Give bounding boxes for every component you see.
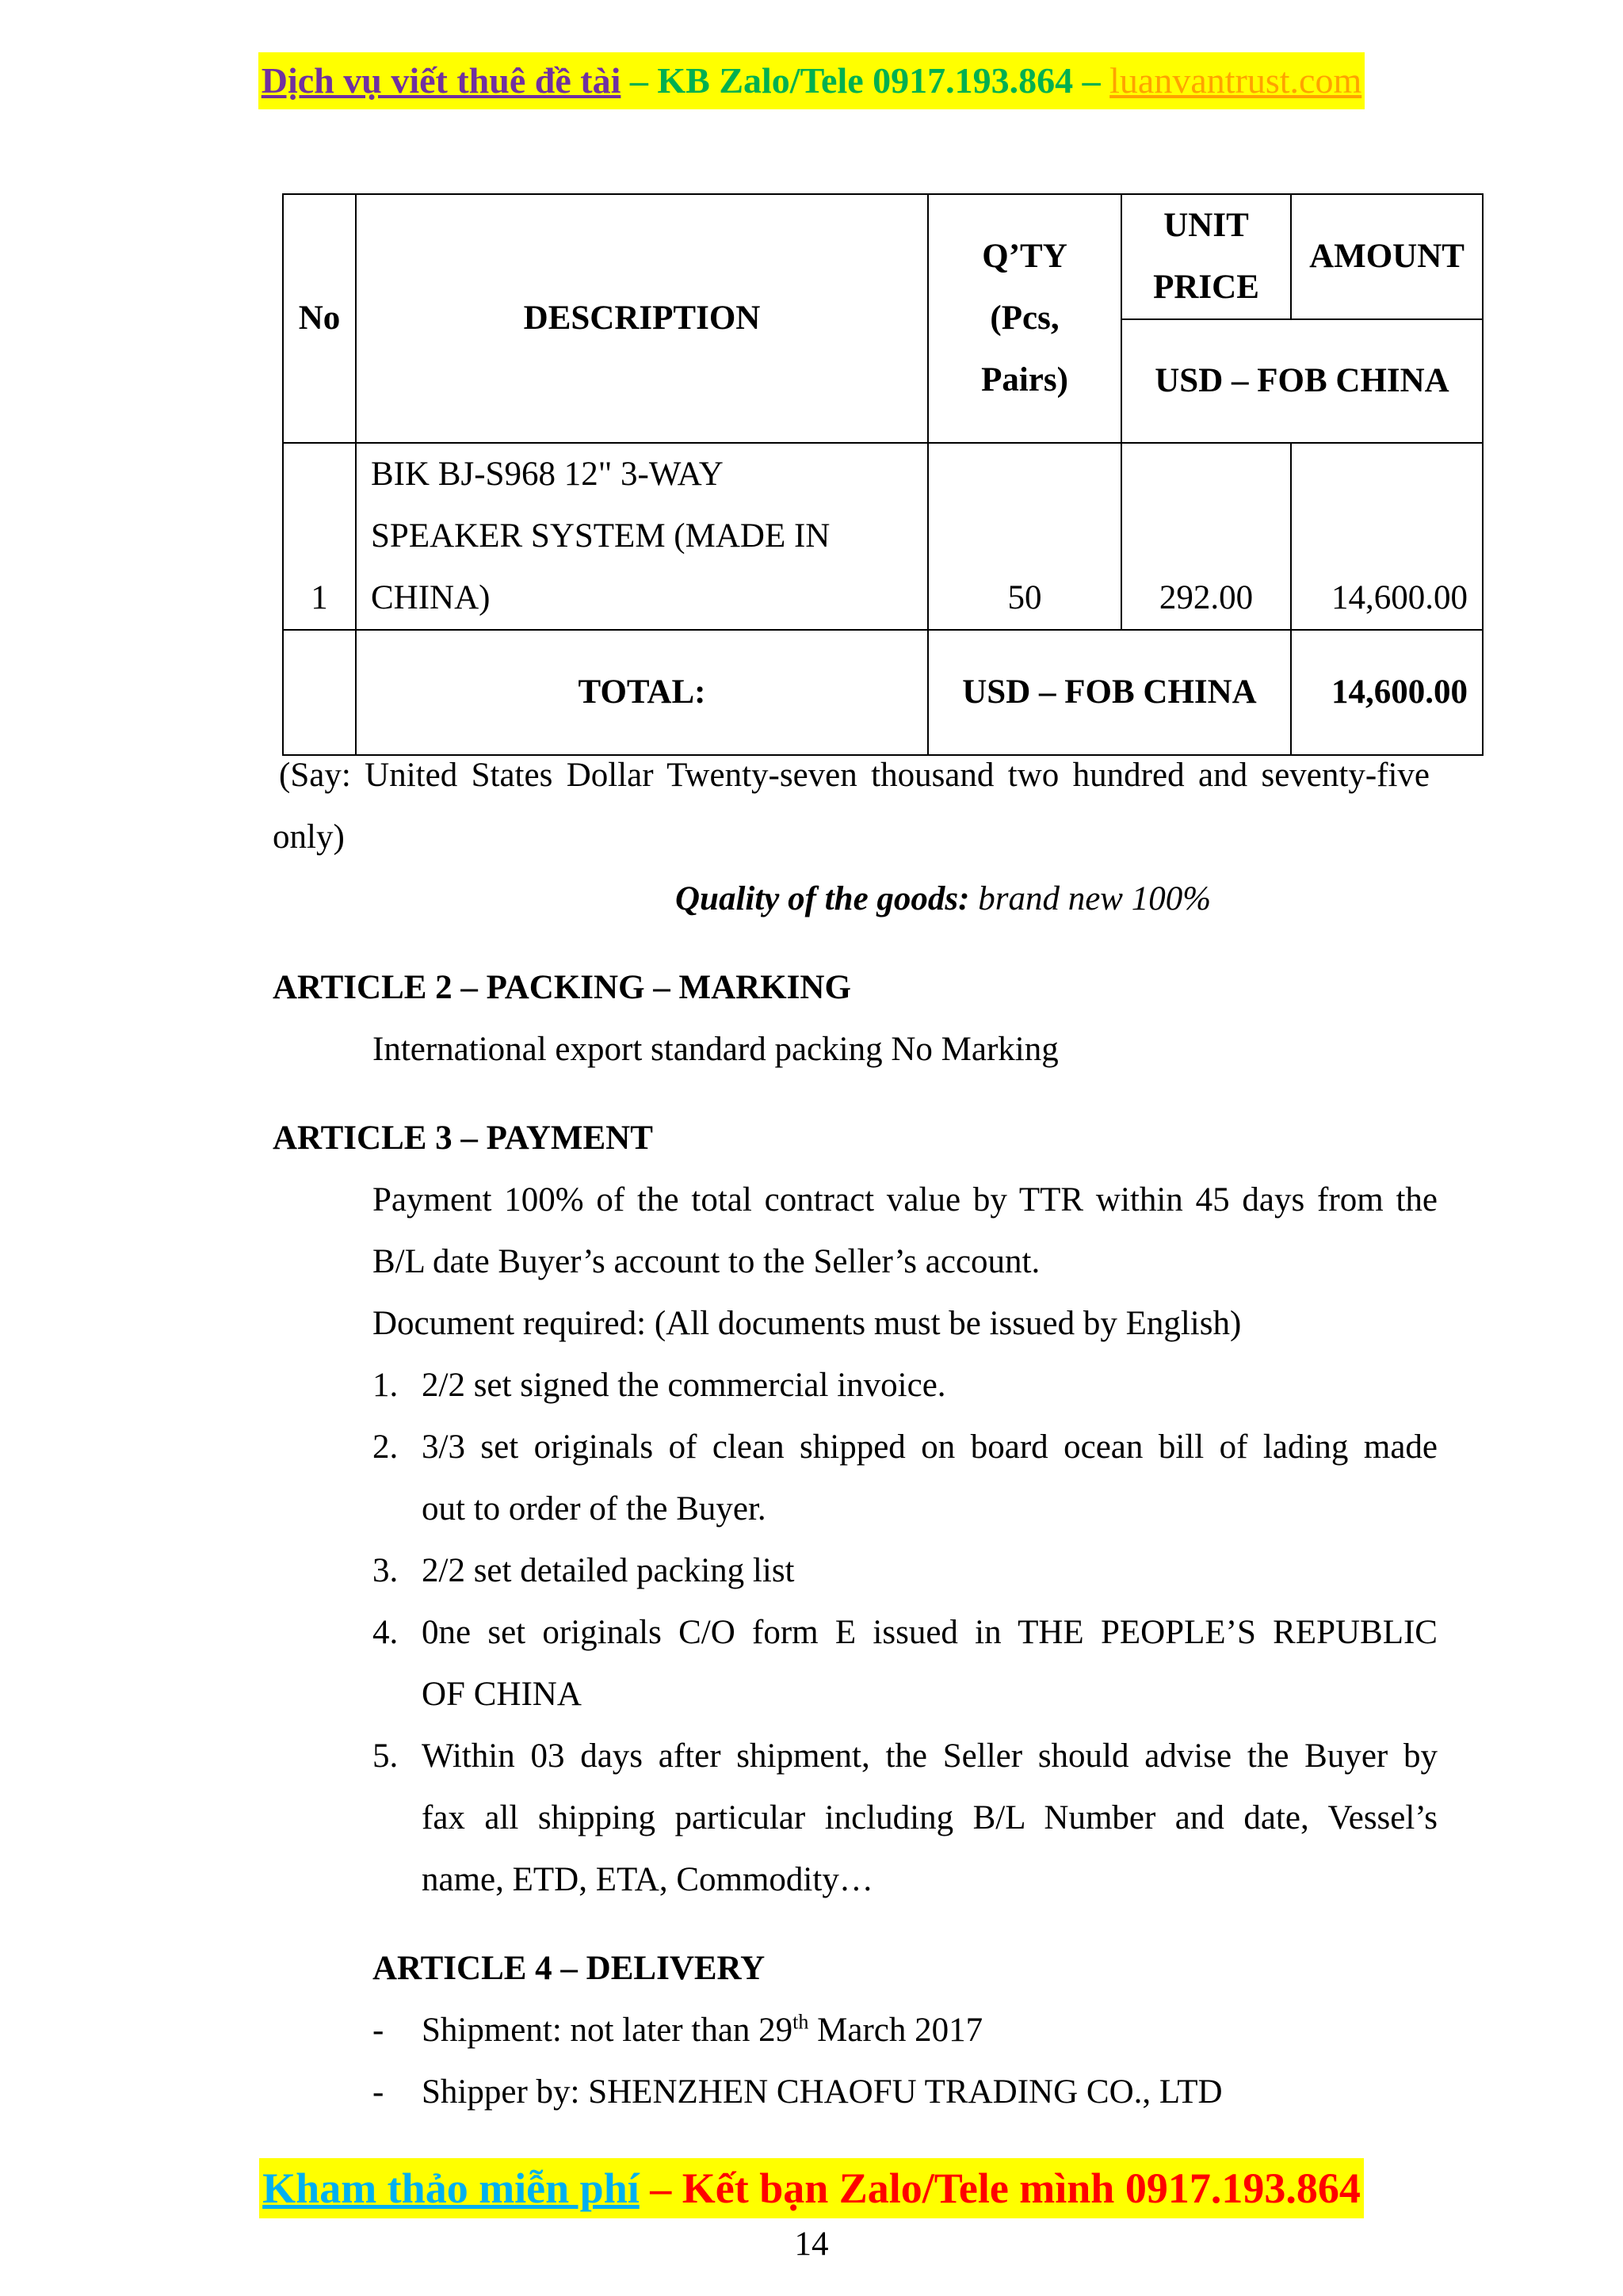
header-currency: USD – FOB CHINA — [1121, 319, 1483, 443]
list-item: Within 03 days after shipment, the Seller should advise the Buyer by — [422, 1737, 1438, 1775]
quality-label: Quality of the goods: — [675, 880, 970, 917]
header-unit-price — [1121, 194, 1291, 319]
row-description-line: BIK BJ-S968 12" 3-WAY — [371, 456, 724, 493]
list-item: name, ETD, ETA, Commodity… — [422, 1861, 873, 1898]
list-item-number: 2. — [372, 1428, 399, 1466]
header-amount: AMOUNT — [1291, 194, 1483, 319]
shipment-text: Shipment: not later than 29 — [422, 2012, 793, 2049]
row-unit-price: 292.00 — [1121, 443, 1291, 630]
list-item-number: 5. — [372, 1737, 399, 1775]
article-3-documents-required: Document required: (All documents must be issued by English) — [372, 1305, 1242, 1342]
header-contact: KB Zalo/Tele 0917.193.864 — [657, 60, 1074, 101]
list-item-number: 4. — [372, 1614, 399, 1651]
shipment-date — [422, 2000, 983, 2061]
list-item: out to order of the Buyer. — [422, 1490, 766, 1527]
header-no: No — [283, 194, 356, 443]
header-qty — [928, 194, 1121, 443]
article-3-title: ARTICLE 3 – PAYMENT — [273, 1119, 653, 1157]
header-banner — [0, 52, 1623, 109]
total-label: TOTAL: — [356, 630, 928, 755]
header-highlight — [258, 52, 1365, 109]
row-amount: 14,600.00 — [1291, 443, 1483, 630]
row-no: 1 — [283, 443, 356, 630]
header-qty-line: Q’TY — [982, 238, 1067, 275]
row-description-line: SPEAKER SYSTEM (MADE IN — [371, 517, 831, 555]
header-unit-line: PRICE — [1153, 269, 1259, 306]
quality-note — [675, 868, 1211, 930]
header-separator: – — [621, 60, 658, 101]
list-item: 0ne set originals C/O form E issued in THE PEOPLE’S REPUBLIC — [422, 1614, 1438, 1651]
header-website-link[interactable]: luanvantrust.com — [1109, 60, 1362, 101]
row-description-line: CHINA) — [371, 579, 491, 616]
list-item: OF CHINA — [422, 1676, 582, 1713]
shipment-ordinal: th — [792, 2010, 809, 2034]
header-unit-line: UNIT — [1163, 207, 1249, 244]
total-empty-cell — [283, 630, 356, 755]
footer-banner — [0, 2158, 1623, 2218]
article-3-paragraph: Payment 100% of the total contract value by TTR within 45 days from the — [372, 1181, 1438, 1219]
say-line: only) — [273, 818, 345, 856]
shipper: Shipper by: SHENZHEN CHAOFU TRADING CO., LTD — [422, 2073, 1223, 2111]
list-item: 2/2 set signed the commercial invoice. — [422, 1367, 946, 1404]
header-qty-line: Pairs) — [981, 361, 1068, 399]
footer-separator: – — [639, 2164, 682, 2212]
shipment-text: March 2017 — [808, 2012, 983, 2049]
total-currency: USD – FOB CHINA — [928, 630, 1291, 755]
header-service-link[interactable]: Dịch vụ viết thuê đề tài — [261, 60, 621, 101]
say-line: (Say: United States Dollar Twenty-seven thousand two hundred and seventy-five — [279, 757, 1430, 794]
footer-contact: Kết bạn Zalo/Tele mình 0917.193.864 — [682, 2164, 1361, 2212]
row-qty: 50 — [928, 443, 1121, 630]
list-item: fax all shipping particular including B/L Number and date, Vessel’s — [422, 1799, 1438, 1836]
bullet-dash: - — [372, 2073, 384, 2111]
header-description: DESCRIPTION — [356, 194, 928, 443]
table-row — [283, 443, 1483, 630]
article-2-title: ARTICLE 2 – PACKING – MARKING — [273, 969, 851, 1006]
total-amount: 14,600.00 — [1291, 630, 1483, 755]
header-separator: – — [1073, 60, 1110, 101]
table-total-row — [283, 630, 1483, 755]
page-number: 14 — [794, 2225, 829, 2263]
quality-value: brand new 100% — [969, 880, 1212, 917]
header-qty-line: (Pcs, — [990, 299, 1060, 337]
footer-free-preview-link[interactable]: Kham thảo miễn phí — [262, 2164, 640, 2212]
row-description — [356, 443, 928, 630]
bullet-dash: - — [372, 2012, 384, 2049]
list-item-number: 3. — [372, 1552, 399, 1589]
article-2-text: International export standard packing No Marking — [372, 1031, 1059, 1068]
list-item: 2/2 set detailed packing list — [422, 1552, 795, 1589]
goods-table — [282, 193, 1484, 756]
article-3-paragraph: B/L date Buyer’s account to the Seller’s account. — [372, 1243, 1041, 1280]
article-4-title: ARTICLE 4 – DELIVERY — [372, 1950, 766, 1987]
list-item: 3/3 set originals of clean shipped on board ocean bill of lading made — [422, 1428, 1438, 1466]
list-item-number: 1. — [372, 1367, 399, 1404]
footer-highlight — [259, 2158, 1364, 2218]
